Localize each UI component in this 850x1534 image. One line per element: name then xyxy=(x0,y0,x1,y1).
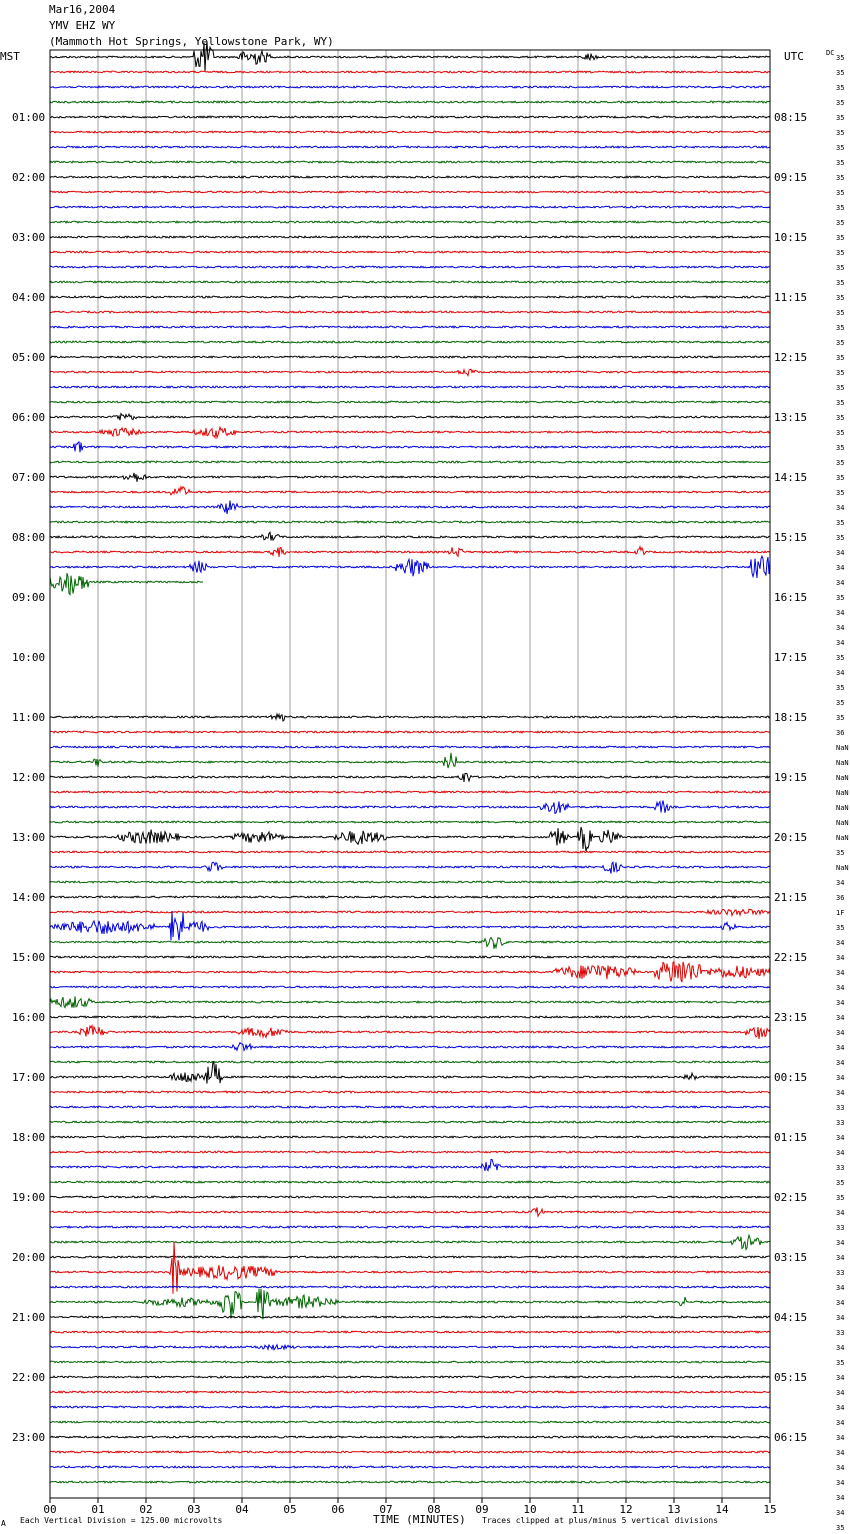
trace-row-91 xyxy=(50,1421,770,1423)
row-amplitude-label: 34 xyxy=(836,1044,845,1052)
right-hour-label: 16:15 xyxy=(774,591,808,604)
row-amplitude-label: 34 xyxy=(836,1389,845,1397)
right-hour-label: 23:15 xyxy=(774,1011,808,1024)
trace-row-94 xyxy=(50,1466,770,1468)
x-tick-label: 12 xyxy=(619,1503,633,1516)
left-hour-label: 11:00 xyxy=(12,711,46,724)
x-tick-label: 03 xyxy=(187,1503,201,1516)
row-amplitude-label: 34 xyxy=(836,984,845,992)
x-tick-label: 07 xyxy=(379,1503,393,1516)
trace-row-28 xyxy=(50,473,770,482)
left-hour-label: 19:00 xyxy=(12,1191,46,1204)
trace-row-13 xyxy=(50,251,770,253)
right-hour-label: 19:15 xyxy=(774,771,808,784)
trace-row-51 xyxy=(50,821,770,823)
right-hour-label: 11:15 xyxy=(774,291,808,304)
trace-row-22 xyxy=(50,386,770,388)
plot-date: Mar16,2004 xyxy=(49,3,116,16)
left-hour-label: 01:00 xyxy=(12,111,46,124)
row-amplitude-label: NaN xyxy=(836,789,849,797)
trace-row-67 xyxy=(50,1061,770,1063)
left-hour-label: 16:00 xyxy=(12,1011,46,1024)
x-tick-label: 04 xyxy=(235,1503,249,1516)
trace-row-74 xyxy=(50,1159,770,1171)
right-hour-label: 14:15 xyxy=(774,471,808,484)
trace-row-35 xyxy=(50,573,203,595)
trace-row-87 xyxy=(50,1361,770,1363)
trace-row-61 xyxy=(50,962,770,982)
trace-row-46 xyxy=(50,746,770,748)
trace-row-69 xyxy=(50,1091,770,1093)
row-amplitude-label: 36 xyxy=(836,894,845,902)
trace-row-79 xyxy=(50,1235,770,1249)
trace-row-62 xyxy=(50,986,770,988)
row-amplitude-label: 34 xyxy=(836,1419,845,1427)
row-amplitude-label: 34 xyxy=(836,504,845,512)
right-hour-label: 18:15 xyxy=(774,711,808,724)
row-amplitude-label: 34 xyxy=(836,1149,845,1157)
row-amplitude-label: 34 xyxy=(836,879,845,887)
trace-row-2 xyxy=(50,86,770,88)
row-amplitude-label: 34 xyxy=(836,1134,845,1142)
trace-row-73 xyxy=(50,1151,770,1153)
trace-row-53 xyxy=(50,851,770,853)
x-axis-label: TIME (MINUTES) xyxy=(373,1513,466,1526)
x-tick-label: 01 xyxy=(91,1503,105,1516)
row-amplitude-label: 35 xyxy=(836,684,845,692)
trace-row-8 xyxy=(50,176,770,178)
trace-row-60 xyxy=(50,956,770,958)
left-hour-label: 23:00 xyxy=(12,1431,46,1444)
trace-row-72 xyxy=(50,1136,770,1138)
row-amplitude-label: 34 xyxy=(836,1449,845,1457)
x-tick-label: 14 xyxy=(715,1503,729,1516)
trace-row-70 xyxy=(50,1106,770,1108)
trace-row-31 xyxy=(50,521,770,523)
x-tick-label: 02 xyxy=(139,1503,153,1516)
row-amplitude-label: 35 xyxy=(836,444,845,452)
row-amplitude-label: NaN xyxy=(836,804,849,812)
right-hour-label: 08:15 xyxy=(774,111,808,124)
row-amplitude-label: 35 xyxy=(836,924,845,932)
row-amplitude-label: 35 xyxy=(836,429,845,437)
row-amplitude-label: 34 xyxy=(836,954,845,962)
trace-row-57 xyxy=(50,909,770,915)
left-hour-label: 06:00 xyxy=(12,411,46,424)
trace-row-49 xyxy=(50,791,770,793)
trace-row-89 xyxy=(50,1391,770,1393)
row-amplitude-label: 35 xyxy=(836,849,845,857)
trace-row-54 xyxy=(50,862,770,873)
row-amplitude-label: 35 xyxy=(836,1524,845,1532)
row-amplitude-label: 35 xyxy=(836,264,845,272)
trace-row-75 xyxy=(50,1181,770,1183)
trace-row-29 xyxy=(50,487,770,495)
trace-row-14 xyxy=(50,266,770,268)
row-amplitude-label: 35 xyxy=(836,369,845,377)
scale-mark: A xyxy=(1,1519,6,1528)
row-amplitude-label: NaN xyxy=(836,774,849,782)
trace-row-16 xyxy=(50,296,770,298)
row-amplitude-label: 35 xyxy=(836,1194,845,1202)
left-hour-label: 20:00 xyxy=(12,1251,46,1264)
row-amplitude-label: 33 xyxy=(836,1164,845,1172)
trace-row-78 xyxy=(50,1226,770,1228)
row-amplitude-label: 35 xyxy=(836,129,845,137)
trace-row-9 xyxy=(50,191,770,193)
trace-row-63 xyxy=(50,996,770,1007)
trace-row-30 xyxy=(50,501,770,514)
trace-row-34 xyxy=(50,556,770,578)
trace-row-48 xyxy=(50,773,770,782)
trace-row-3 xyxy=(50,101,770,103)
x-tick-label: 08 xyxy=(427,1503,441,1516)
row-amplitude-label: 34 xyxy=(836,549,845,557)
row-amplitude-label: 36 xyxy=(836,729,845,737)
row-amplitude-label: 35 xyxy=(836,414,845,422)
row-amplitude-label: 34 xyxy=(836,624,845,632)
row-amplitude-label: 35 xyxy=(836,159,845,167)
row-amplitude-label: 34 xyxy=(836,1479,845,1487)
clip-note: Traces clipped at plus/minus 5 vertical divisions xyxy=(482,1516,719,1525)
left-hour-label: 09:00 xyxy=(12,591,46,604)
x-tick-label: 06 xyxy=(331,1503,345,1516)
trace-row-84 xyxy=(50,1316,770,1318)
trace-row-4 xyxy=(50,116,770,118)
trace-row-76 xyxy=(50,1196,770,1198)
trace-row-71 xyxy=(50,1121,770,1123)
left-hour-label: 15:00 xyxy=(12,951,46,964)
trace-row-1 xyxy=(50,71,770,73)
left-hour-label: 08:00 xyxy=(12,531,46,544)
right-hour-label: 22:15 xyxy=(774,951,808,964)
row-amplitude-label: 34 xyxy=(836,1374,845,1382)
trace-row-80 xyxy=(50,1256,770,1258)
left-hour-label: 04:00 xyxy=(12,291,46,304)
right-hour-label: 10:15 xyxy=(774,231,808,244)
row-amplitude-label: 34 xyxy=(836,1284,845,1292)
row-amplitude-label: 33 xyxy=(836,1329,845,1337)
left-hour-label: 02:00 xyxy=(12,171,46,184)
trace-row-86 xyxy=(50,1345,770,1350)
right-hour-label: 09:15 xyxy=(774,171,808,184)
row-amplitude-label: NaN xyxy=(836,864,849,872)
row-amplitude-label: 34 xyxy=(836,999,845,1007)
row-amplitude-label: 34 xyxy=(836,969,845,977)
row-amplitude-label: 35 xyxy=(836,189,845,197)
trace-row-27 xyxy=(50,461,770,463)
row-amplitude-label: 34 xyxy=(836,1254,845,1262)
row-amplitude-label: 35 xyxy=(836,249,845,257)
left-hour-label: 22:00 xyxy=(12,1371,46,1384)
trace-row-66 xyxy=(50,1043,770,1051)
trace-row-82 xyxy=(50,1286,770,1288)
row-amplitude-label: 34 xyxy=(836,1299,845,1307)
row-amplitude-label: 35 xyxy=(836,594,845,602)
right-hour-label: 21:15 xyxy=(774,891,808,904)
row-amplitude-label: NaN xyxy=(836,744,849,752)
trace-row-18 xyxy=(50,326,770,328)
right-hour-label: 01:15 xyxy=(774,1131,808,1144)
row-amplitude-label: 34 xyxy=(836,669,845,677)
row-amplitude-label: 1F xyxy=(836,909,845,917)
row-amplitude-label: 35 xyxy=(836,714,845,722)
row-amplitude-label: 34 xyxy=(836,1059,845,1067)
trace-row-11 xyxy=(50,221,770,223)
row-amplitude-label: 34 xyxy=(836,1344,845,1352)
left-hour-label: 10:00 xyxy=(12,651,46,664)
row-amplitude-label: 33 xyxy=(836,1269,845,1277)
right-hour-label: 06:15 xyxy=(774,1431,808,1444)
row-amplitude-labels xyxy=(836,54,849,1534)
row-amplitude-label: 35 xyxy=(836,654,845,662)
left-hour-label: 05:00 xyxy=(12,351,46,364)
row-amplitude-label: 34 xyxy=(836,609,845,617)
trace-row-52 xyxy=(50,827,770,851)
row-amplitude-label: 34 xyxy=(836,1209,845,1217)
row-amplitude-label: NaN xyxy=(836,834,849,842)
row-amplitude-label: 35 xyxy=(836,534,845,542)
trace-row-32 xyxy=(50,532,770,540)
row-amplitude-label: 35 xyxy=(836,234,845,242)
trace-row-17 xyxy=(50,311,770,313)
trace-row-20 xyxy=(50,356,770,358)
trace-row-45 xyxy=(50,731,770,733)
trace-row-44 xyxy=(50,714,770,721)
trace-row-58 xyxy=(50,911,770,940)
trace-row-25 xyxy=(50,427,770,437)
trace-row-15 xyxy=(50,281,770,283)
vertical-scale-note: Each Vertical Division = 125.00 microvolts xyxy=(20,1516,223,1525)
row-amplitude-label: 35 xyxy=(836,204,845,212)
row-amplitude-label: 34 xyxy=(836,1029,845,1037)
x-tick-label: 05 xyxy=(283,1503,297,1516)
row-amplitude-label: 33 xyxy=(836,1104,845,1112)
trace-row-64 xyxy=(50,1016,770,1018)
trace-row-59 xyxy=(50,938,770,949)
row-amplitude-label: 34 xyxy=(836,579,845,587)
row-amplitude-label: 34 xyxy=(836,639,845,647)
row-amplitude-label: 34 xyxy=(836,1014,845,1022)
right-timezone-label: UTC xyxy=(784,50,804,63)
row-amplitude-label: 35 xyxy=(836,339,845,347)
row-amplitude-label: 34 xyxy=(836,564,845,572)
row-amplitude-label: 34 xyxy=(836,1089,845,1097)
amplitude-column-header: DC xyxy=(826,49,835,57)
row-amplitude-label: 35 xyxy=(836,99,845,107)
trace-row-19 xyxy=(50,341,770,343)
x-tick-label: 00 xyxy=(43,1503,57,1516)
row-amplitude-label: 34 xyxy=(836,1509,845,1517)
trace-row-12 xyxy=(50,236,770,238)
row-amplitude-label: 35 xyxy=(836,219,845,227)
right-hour-label: 05:15 xyxy=(774,1371,808,1384)
row-amplitude-label: 35 xyxy=(836,84,845,92)
station-code: YMV EHZ WY xyxy=(49,19,116,32)
right-hour-label: 17:15 xyxy=(774,651,808,664)
row-amplitude-label: 35 xyxy=(836,399,845,407)
right-hour-label: 00:15 xyxy=(774,1071,808,1084)
x-tick-label: 11 xyxy=(571,1503,585,1516)
left-hour-label: 14:00 xyxy=(12,891,46,904)
left-hour-label: 13:00 xyxy=(12,831,46,844)
trace-row-68 xyxy=(50,1061,770,1083)
left-hour-label: 21:00 xyxy=(12,1311,46,1324)
left-hour-label: 17:00 xyxy=(12,1071,46,1084)
row-amplitude-label: 35 xyxy=(836,144,845,152)
trace-row-26 xyxy=(50,442,770,452)
left-timezone-label: MST xyxy=(0,50,20,63)
row-amplitude-label: 35 xyxy=(836,324,845,332)
trace-row-33 xyxy=(50,547,770,557)
left-hour-label: 18:00 xyxy=(12,1131,46,1144)
trace-row-50 xyxy=(50,801,770,814)
row-amplitude-label: 35 xyxy=(836,474,845,482)
left-hour-label: 07:00 xyxy=(12,471,46,484)
trace-row-92 xyxy=(50,1436,770,1438)
trace-row-24 xyxy=(50,414,770,421)
x-tick-label: 09 xyxy=(475,1503,489,1516)
trace-row-0 xyxy=(50,42,770,72)
station-location: (Mammoth Hot Springs, Yellowstone Park, WY) xyxy=(49,35,334,48)
left-hour-label: 03:00 xyxy=(12,231,46,244)
row-amplitude-label: 34 xyxy=(836,1494,845,1502)
trace-row-7 xyxy=(50,161,770,163)
row-amplitude-label: 35 xyxy=(836,279,845,287)
right-hour-label: 03:15 xyxy=(774,1251,808,1264)
trace-row-10 xyxy=(50,206,770,208)
trace-row-85 xyxy=(50,1331,770,1333)
row-amplitude-label: 34 xyxy=(836,1404,845,1412)
trace-row-55 xyxy=(50,881,770,883)
trace-row-5 xyxy=(50,131,770,133)
trace-row-95 xyxy=(50,1481,770,1483)
row-amplitude-label: 35 xyxy=(836,1179,845,1187)
right-hour-label: 15:15 xyxy=(774,531,808,544)
trace-row-77 xyxy=(50,1207,770,1216)
row-amplitude-label: 34 xyxy=(836,939,845,947)
row-amplitude-label: 34 xyxy=(836,1464,845,1472)
row-amplitude-label: 34 xyxy=(836,1239,845,1247)
right-hour-label: 02:15 xyxy=(774,1191,808,1204)
seismic-traces xyxy=(50,42,770,1483)
row-amplitude-label: 35 xyxy=(836,354,845,362)
row-amplitude-label: 34 xyxy=(836,1314,845,1322)
trace-row-93 xyxy=(50,1451,770,1453)
row-amplitude-label: 35 xyxy=(836,69,845,77)
right-hour-label: 12:15 xyxy=(774,351,808,364)
row-amplitude-label: 35 xyxy=(836,174,845,182)
left-hour-label: 12:00 xyxy=(12,771,46,784)
row-amplitude-label: 35 xyxy=(836,459,845,467)
trace-row-6 xyxy=(50,146,770,148)
trace-row-65 xyxy=(50,1026,770,1039)
trace-row-83 xyxy=(50,1289,770,1320)
row-amplitude-label: NaN xyxy=(836,759,849,767)
trace-row-90 xyxy=(50,1406,770,1408)
trace-row-47 xyxy=(50,753,770,768)
row-amplitude-label: 35 xyxy=(836,519,845,527)
row-amplitude-label: 35 xyxy=(836,384,845,392)
row-amplitude-label: 35 xyxy=(836,54,845,62)
trace-row-88 xyxy=(50,1376,770,1378)
row-amplitude-label: 35 xyxy=(836,294,845,302)
row-amplitude-label: 35 xyxy=(836,699,845,707)
right-hour-label: 20:15 xyxy=(774,831,808,844)
x-tick-label: 10 xyxy=(523,1503,537,1516)
right-hour-label: 04:15 xyxy=(774,1311,808,1324)
trace-row-56 xyxy=(50,896,770,898)
row-amplitude-label: 33 xyxy=(836,1119,845,1127)
right-hour-label: 13:15 xyxy=(774,411,808,424)
row-amplitude-label: 35 xyxy=(836,1359,845,1367)
trace-row-21 xyxy=(50,369,770,375)
x-tick-label: 15 xyxy=(763,1503,777,1516)
row-amplitude-label: 34 xyxy=(836,1434,845,1442)
row-amplitude-label: 33 xyxy=(836,1224,845,1232)
row-amplitude-label: 35 xyxy=(836,114,845,122)
row-amplitude-label: 35 xyxy=(836,489,845,497)
row-amplitude-label: NaN xyxy=(836,819,849,827)
x-tick-label: 13 xyxy=(667,1503,681,1516)
row-amplitude-label: 34 xyxy=(836,1074,845,1082)
row-amplitude-label: 35 xyxy=(836,309,845,317)
trace-row-23 xyxy=(50,401,770,403)
